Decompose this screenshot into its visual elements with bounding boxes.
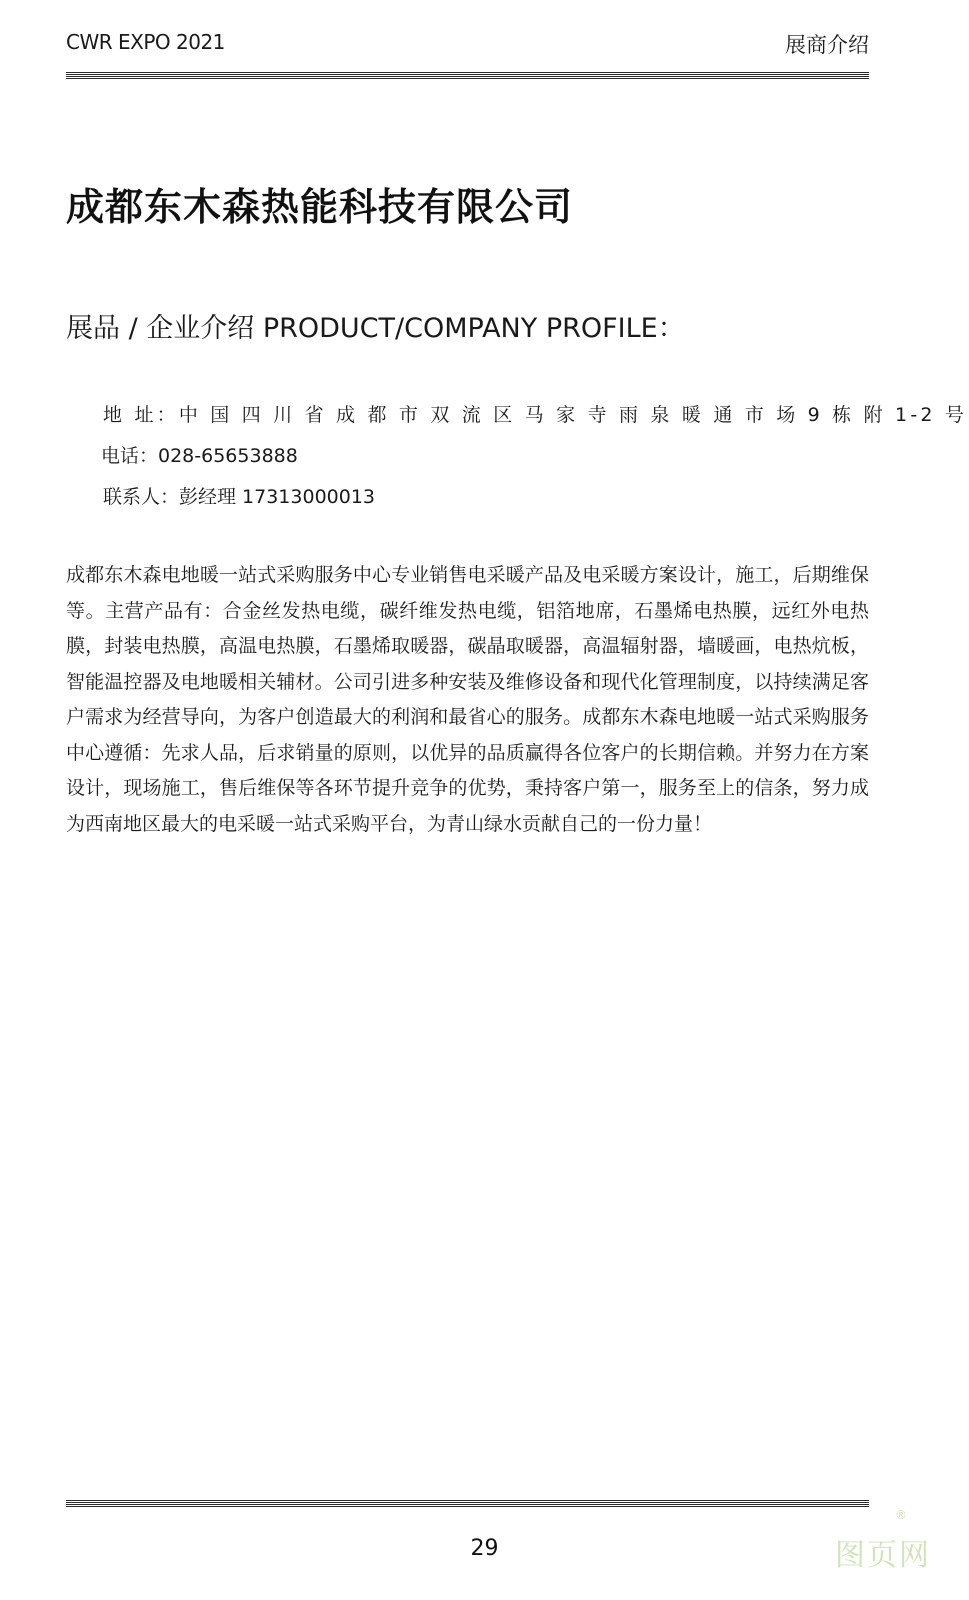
section-label: 展商介绍: [785, 33, 869, 57]
page-number: 29: [470, 1536, 499, 1561]
company-description: 成都东木森电地暖一站式采购服务中心专业销售电采暖产品及电采暖方案设计，施工，后期维保等。主营产品有：合金丝发热电缆，碳纤维发热电缆，铝箔地席，石墨烯电热膜，远红外电热膜，封装电热膜，高温电热膜，石墨烯取暖器，碳晶取暖器，高温辐射器，墙暖画，电热炕板，智能温控器及电地暖相关辅材。公司引进多种安装及维修设备和现代化管理制度，以持续满足客户需求为经营导向，为客户创造最大的利润和最省心的服务。成都东木森电地暖一站式采购服务中心遵循：先求人品，后求销量的原则，以优异的品质赢得各位客户的长期信赖。并努力在方案设计，现场施工，售后维保等各环节提升竞争的优势，秉持客户第一，服务至上的信条，努力成为西南地区最大的电采暖一站式采购平台，为青山绿水贡献自己的一份力量！: [66, 564, 869, 835]
header-divider: [66, 72, 869, 79]
footer-divider: [66, 1500, 869, 1507]
watermark-logo: 图页网: [835, 1538, 931, 1573]
company-name: 成都东木森热能科技有限公司: [66, 185, 574, 229]
contact-address: 地 址：中 国 四 川 省 成 都 市 双 流 区 马 家 寺 雨 泉 暖 通 市 场 9 栋 附 1-2 号: [103, 404, 968, 426]
contact-phone: 电话：028-65653888: [101, 445, 298, 467]
contact-person: 联系人：彭经理 17313000013: [103, 486, 376, 508]
profile-heading: 展品 / 企业介绍 PRODUCT/COMPANY PROFILE：: [66, 313, 685, 344]
expo-name: CWR EXPO 2021: [66, 30, 225, 54]
watermark-registered-mark: ®: [895, 1508, 907, 1522]
